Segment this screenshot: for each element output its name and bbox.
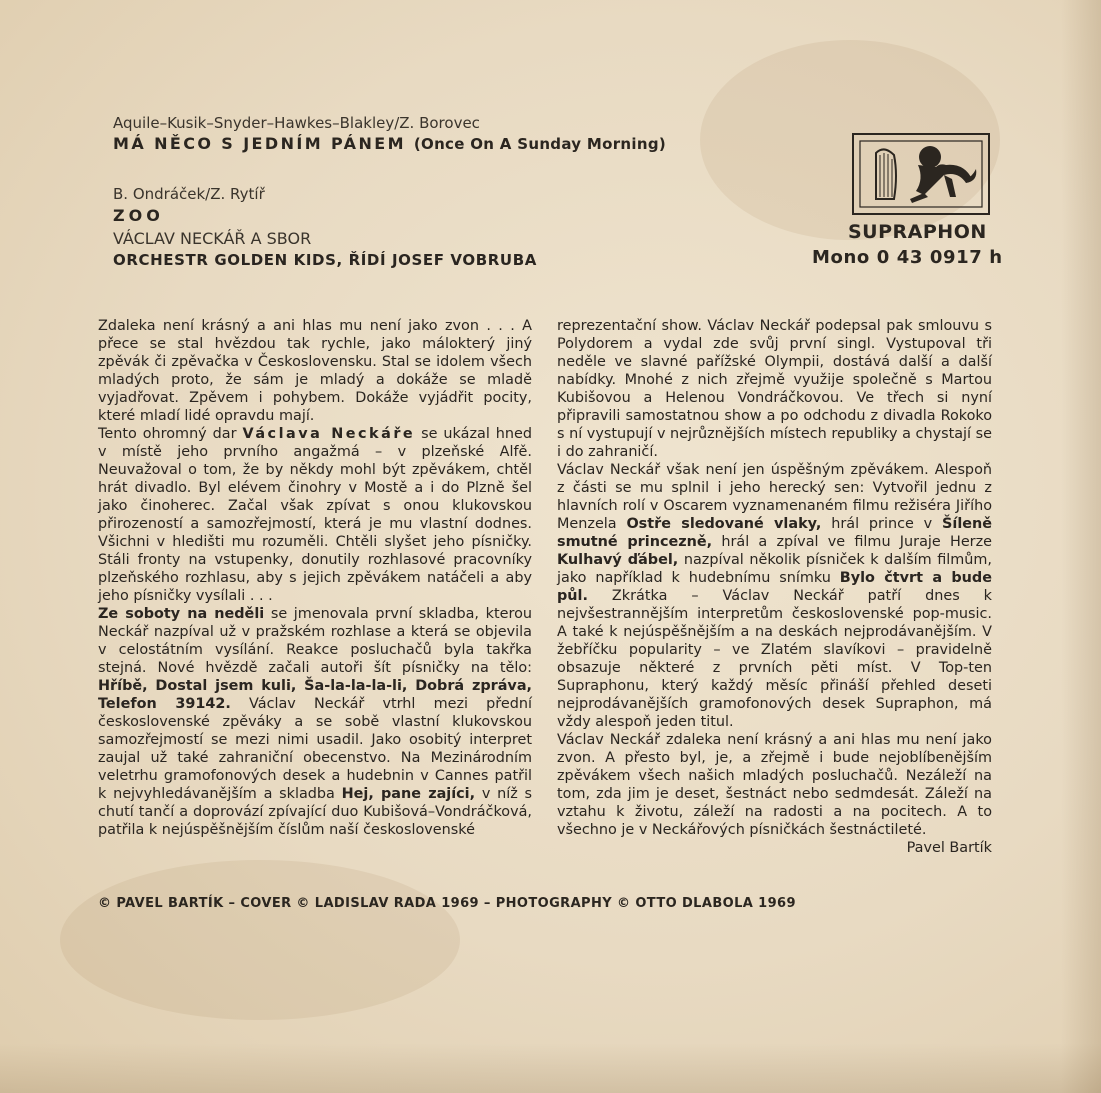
film-title: Ostře sledované vlaky, (626, 516, 822, 532)
track-a-title (113, 136, 666, 152)
track-a-original-title: (Once On A Sunday Morning) (413, 135, 667, 153)
film-title: Kulhavý ďábel, (557, 552, 679, 568)
paper-stain (60, 860, 460, 1020)
track-b-title: ZOO (113, 206, 164, 225)
song-title: Hříbě, Dostal jsem kuli, Ša-la-la-la-li, Dobrá zpráva, Telefon 39142. (98, 678, 532, 712)
footer-credits: © PAVEL BARTÍK – COVER © LADISLAV RADA 1969 – PHOTOGRAPHY © OTTO DLABOLA 1969 (98, 896, 796, 911)
article-paragraph: reprezentační show. Václav Neckář podepsal pak smlouvu s Polydorem a vydal zde svůj první singl. Vystupoval tři neděle ve slavné pařížské Olympii, dostává další a další nabídky. Mnohé z nich zřejmě využije společně s Martou Kubišovou a Helenou Vondráčkovou. Ve třech si nyní připravili samostatnou show a po odchodu z divadla Rokoko s ní vystupují v nejrůznějších místech republiky a chystají se i do zahraničí. (557, 318, 992, 460)
article-paragraph: Václav Neckář však není jen úspěšným zpěvákem. Alespoň z části se mu splnil i jeho herecký sen: Vytvořil jednu z hlavních rolí v Oscarem vyznamenaném filmu režiséra Jiřího Menzela Ostře sledované vlaky, hrál prince v Šíleně smutné princezně, hrál a zpíval ve filmu Juraje Herze Kulhavý ďábel, nazpíval několik písniček k dalším filmům, jako například k hudebnímu snímku Bylo čtvrt a bude půl. Zkrátka – Václav Neckář patří dnes k nejvšestrannějším interpretům československé pop-music. A také k nejúspěšnějším a na deskách nejprodávanějším. V žebříčku popularity – ve Zlatém slavíkovi – pravidelně obsazuje některé z prvních pěti míst. V Top-ten Supraphonu, který každý měsíc přináší přehled deseti nejprodávanějších gramofonových desek Supraphon, má vždy alespoň jeden titul. (557, 462, 993, 730)
catalog-number: Mono 0 43 0917 h (812, 247, 1003, 268)
sleeve-edge-shadow (0, 1043, 1101, 1093)
orchestra: ORCHESTR GOLDEN KIDS, ŘÍDÍ JOSEF VOBRUBA (113, 251, 537, 269)
label-brand: SUPRAPHON (848, 221, 987, 243)
article-column-left (98, 317, 532, 839)
artist-name: Václava Neckáře (242, 426, 416, 442)
article-paragraph: Ze soboty na neděli se jmenovala první skladba, kterou Neckář nazpíval už v pražském rozhlase a která se objevila v celostátním vysílání. Reakce posluchačů byla takřka stejná. Nové hvězdě začali autoři šít písničky na tělo: Hříbě, Dostal jsem kuli, Ša-la-la-la-li, Dobrá zpráva, Telefon 39142. Václav Neckář vtrhl mezi přední československé zpěváky a se sobě vlastní klukovskou samozřejmostí se mezi nimi usadil. Jako osobitý interpret zaujal už také zahraniční obecenstvo. Na Mezinárodním veletrhu gramofonových desek a hudebnin v Cannes patřil k nejvyhledávanějším a skladba Hej, pane zajíci, v níž s chutí tančí a doprovází zpívající duo Kubišová–Vondráčková, patřila k nejúspěšnějším číslům naší československé (98, 606, 533, 838)
film-title: Šíleně smutné princezně, (557, 516, 993, 550)
film-title: Bylo čtvrt a bude půl. (557, 570, 992, 604)
author-signature: Pavel Bartík (906, 840, 992, 856)
sleeve-edge-shadow (1061, 0, 1101, 1093)
lion-with-harp-logo-icon (852, 133, 990, 215)
track-b-composers: B. Ondráček/Z. Rytíř (113, 185, 265, 203)
song-title: Ze soboty na neděli (98, 606, 265, 622)
track-a-title-text: MÁ NĚCO S JEDNÍM PÁNEM (113, 134, 406, 153)
article-paragraph: Tento ohromný dar Václava Neckáře se ukázal hned v místě jeho prvního angažmá – v plzeňské Alfě. Neuvažoval o tom, že by někdy mohl být zpěvákem, chtěl hrát divadlo. Byl elévem činohry v Mostě a i do Plzně šel jako činoherec. Začal však zpívat s onou klukovskou přirozeností a samozřejmostí, která je mu vlastní dodnes. Všichni v hledišti mu rozuměli. Chtěli slyšet jeho písničky. Stáli fronty na vstupenky, donutily rozhlasové pracovníky plzeňského rozhlasu, aby s jejich zpěvákem natáčeli a aby jeho písničky vysílali . . . (98, 426, 532, 604)
song-title: Hej, pane zajíci, (341, 786, 476, 802)
article-paragraph: Zdaleka není krásný a ani hlas mu není jako zvon . . . A přece se stal hvězdou tak rychle, jako málokterý jiný zpěvák či zpěvačka v Československu. Stal se idolem všech mladých proto, že sám je mladý a dokáže se mladě vyjadřovat. Zpěvem i pohybem. Dokáže vyjádřit pocity, které mladí lidé opravdu mají. (98, 318, 532, 424)
track-a-composers: Aquile–Kusik–Snyder–Hawkes–Blakley/Z. Borovec (113, 114, 480, 132)
article-column-right (557, 317, 992, 857)
article-paragraph: Václav Neckář zdaleka není krásný a ani hlas mu není jako zvon. A přesto byl, je, a zřejmě i bude nejoblíbenějším zpěvákem všech našich mladých posluchačů. Nezáleží na tom, zda jim je deset, šestnáct nebo sedmdesát. Záleží na vztahu k životu, záleží na radosti a na pocitech. A to všechno je v Neckářových písničkách šestnáctileté. (557, 732, 992, 838)
performer: VÁCLAV NECKÁŘ A SBOR (113, 229, 312, 248)
